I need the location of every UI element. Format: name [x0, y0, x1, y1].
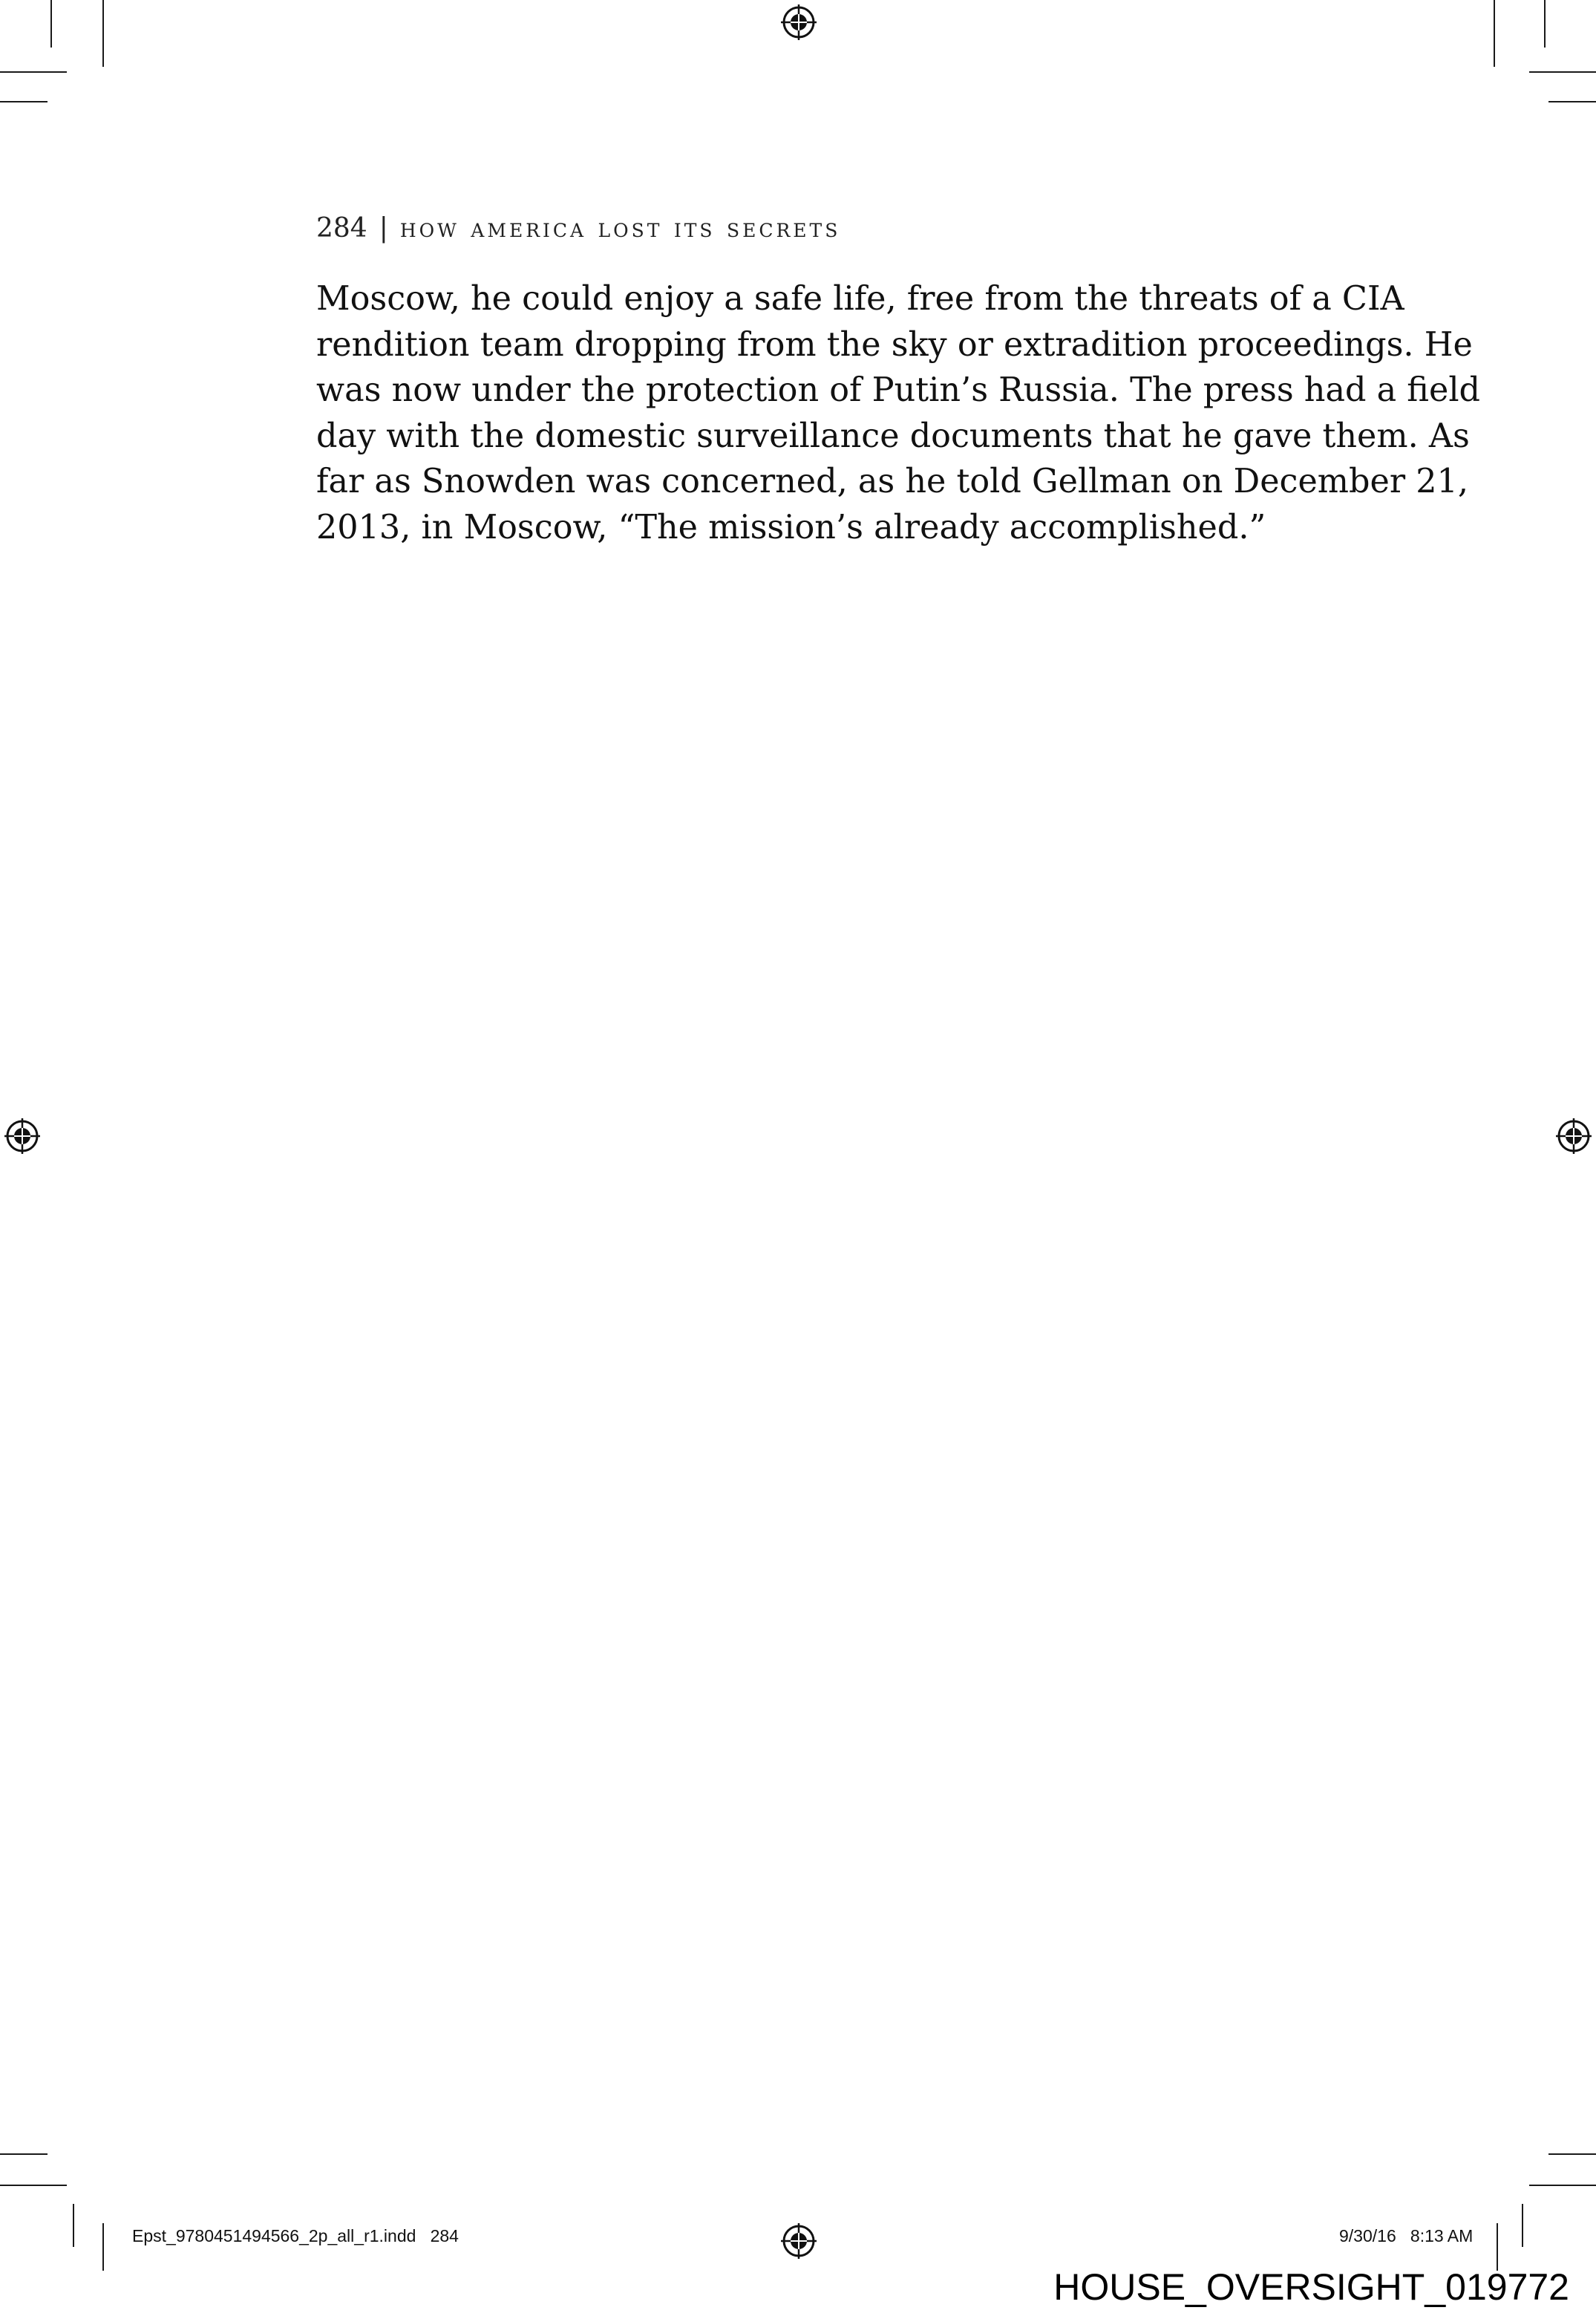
- crop-mark: [1548, 2153, 1596, 2155]
- crop-mark: [1529, 2185, 1596, 2186]
- crop-mark: [1529, 71, 1596, 73]
- body-paragraph: [316, 276, 1481, 550]
- page-number: 284: [316, 213, 367, 244]
- crop-mark: [0, 101, 48, 102]
- body-line: far as Snowden was concerned, as he told Gellman on December 21,: [316, 463, 1469, 500]
- body-line: 2013, in Moscow, “The mission’s already accomplished.”: [316, 508, 1266, 547]
- body-line: was now under the protection of Putin’s Russia. The press had a field: [316, 371, 1481, 409]
- running-head-separator: |: [379, 213, 388, 244]
- crop-mark: [0, 71, 67, 73]
- registration-mark-icon: [781, 2223, 817, 2259]
- crop-mark: [1548, 101, 1596, 102]
- slug-filename: Epst_9780451494566_2p_all_r1.indd 284: [132, 2226, 459, 2245]
- slug-datetime: 9/30/16 8:13 AM: [1339, 2226, 1474, 2245]
- body-line: Moscow, he could enjoy a safe life, free from the threats of a CIA: [316, 280, 1404, 318]
- crop-mark: [1544, 0, 1546, 48]
- crop-mark: [102, 2223, 104, 2271]
- crop-mark: [0, 2185, 67, 2186]
- registration-mark-icon: [1556, 1118, 1592, 1154]
- running-head: [316, 211, 1304, 247]
- crop-mark: [1497, 2223, 1498, 2271]
- crop-mark: [102, 0, 104, 67]
- bates-number: HOUSE_OVERSIGHT_019772: [1053, 2266, 1569, 2308]
- body-line: day with the domestic surveillance documents that he gave them. As: [316, 417, 1470, 455]
- book-title: how america lost its secrets: [399, 213, 841, 244]
- crop-mark: [0, 2153, 48, 2155]
- registration-mark-icon: [4, 1118, 40, 1154]
- body-line: rendition team dropping from the sky or extradition proceedings. He: [316, 325, 1473, 364]
- crop-mark: [73, 2204, 74, 2247]
- registration-mark-icon: [781, 4, 817, 40]
- crop-mark: [1522, 2204, 1523, 2247]
- crop-mark: [50, 0, 52, 48]
- crop-mark: [1494, 0, 1495, 67]
